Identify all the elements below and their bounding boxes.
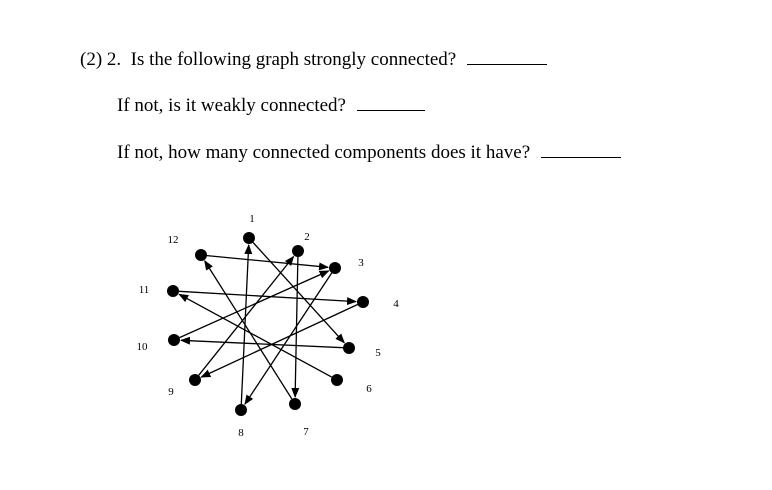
node-label-1: 1 [249, 213, 255, 225]
edge-10-to-3 [180, 271, 329, 338]
node-label-6: 6 [366, 383, 372, 395]
question-components: If not, how many connected components does it have? [117, 142, 531, 163]
edge-4-to-9 [201, 305, 357, 378]
graph-node-7 [289, 398, 301, 410]
graph-labels [137, 213, 400, 439]
graph-node-11 [167, 285, 179, 297]
node-label-2: 2 [304, 231, 310, 243]
graph-node-4 [357, 296, 369, 308]
graph-node-3 [329, 262, 341, 274]
node-label-8: 8 [238, 427, 244, 439]
node-label-7: 7 [303, 426, 309, 438]
edge-5-to-10 [181, 340, 343, 347]
question-number: (2) 2. [80, 49, 122, 70]
graph-node-6 [331, 374, 343, 386]
node-label-10: 10 [136, 341, 148, 353]
graph-node-2 [292, 245, 304, 257]
node-label-4: 4 [393, 298, 399, 310]
question-weakly-connected: If not, is it weakly connected? [117, 95, 346, 116]
graph-node-8 [235, 404, 247, 416]
edge-12-to-3 [207, 256, 328, 268]
node-label-5: 5 [375, 347, 381, 359]
node-label-3: 3 [358, 257, 364, 269]
question-strongly-connected: Is the following graph strongly connected? [130, 49, 457, 70]
node-label-12: 12 [167, 234, 179, 246]
graph-node-5 [343, 342, 355, 354]
node-label-9: 9 [168, 386, 174, 398]
node-label-11: 11 [138, 284, 150, 296]
edge-11-to-4 [179, 291, 356, 301]
graph-node-12 [195, 249, 207, 261]
edge-1-to-5 [253, 242, 344, 342]
edge-8-to-1 [241, 245, 248, 404]
graph-node-10 [168, 334, 180, 346]
edge-7-to-12 [205, 261, 292, 399]
graph-node-1 [243, 232, 255, 244]
graph-node-9 [189, 374, 201, 386]
edge-3-to-8 [245, 273, 332, 404]
